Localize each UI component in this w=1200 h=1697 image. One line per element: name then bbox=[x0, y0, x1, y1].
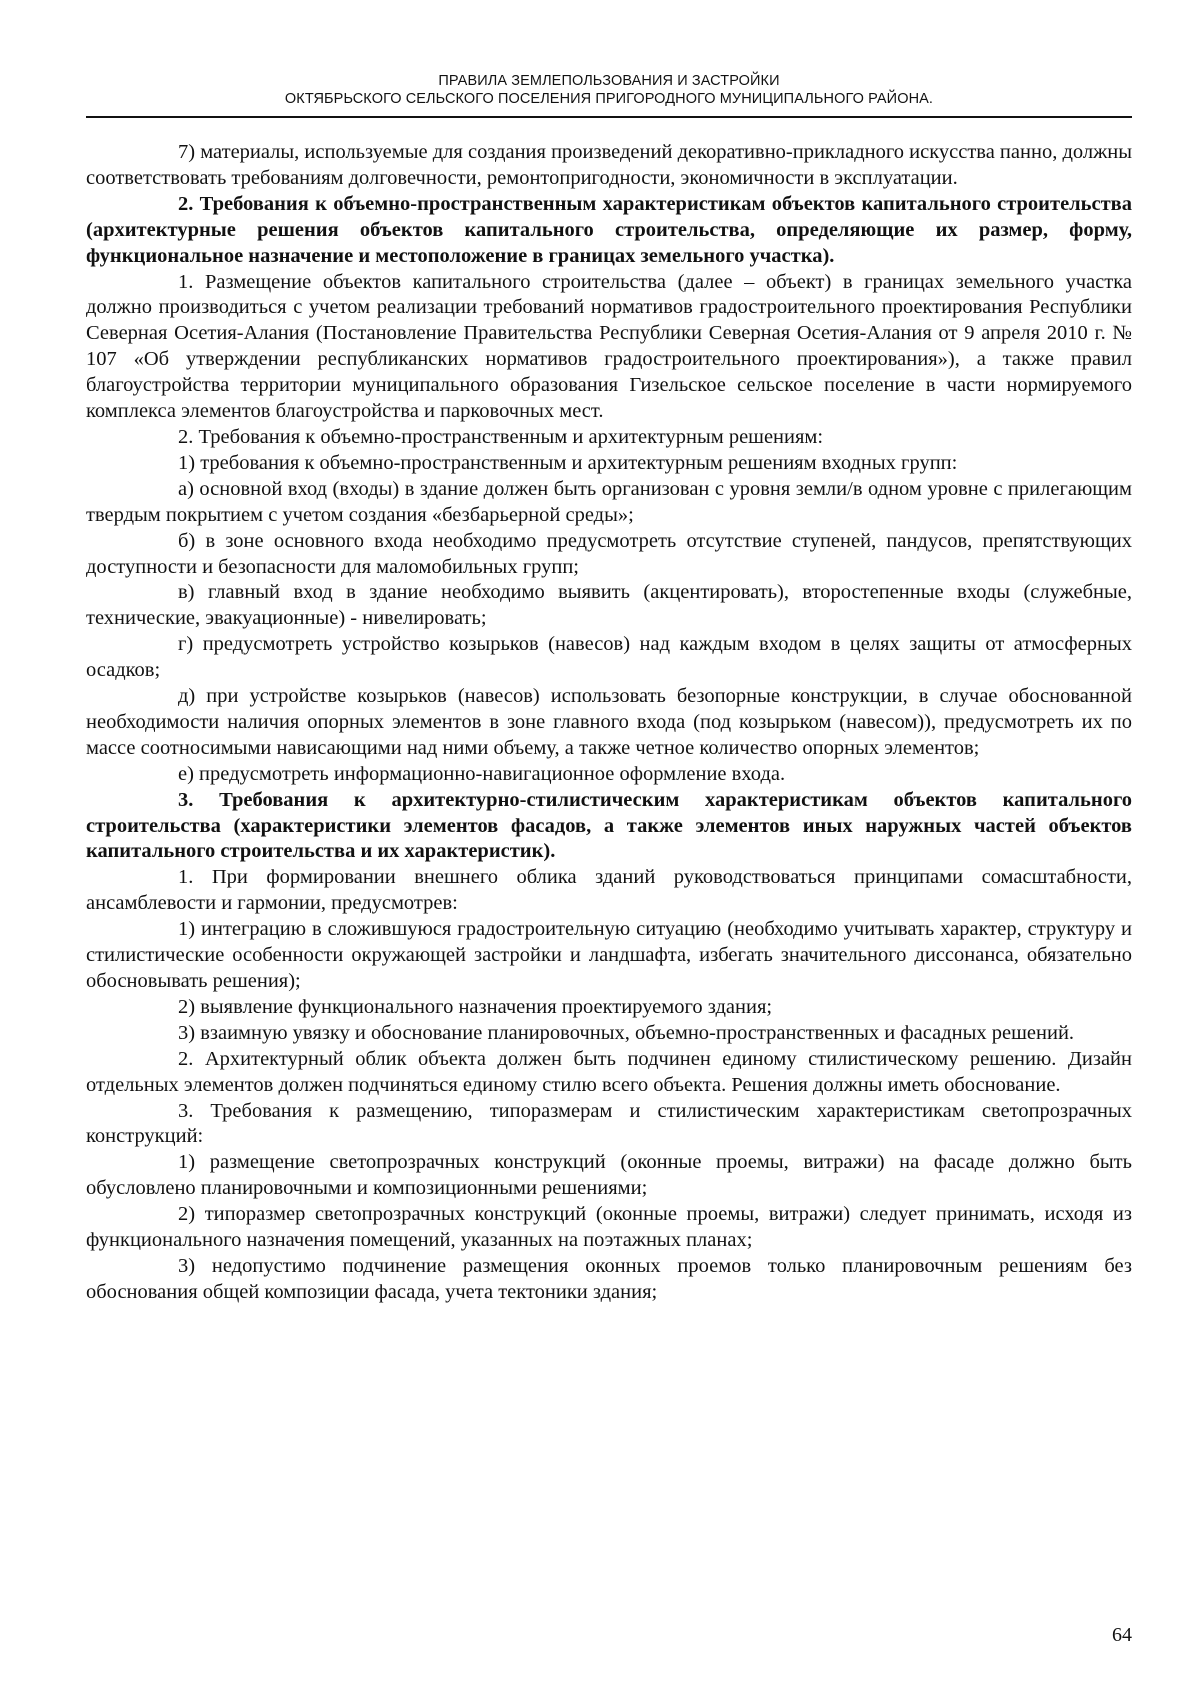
list-item: б) в зоне основного входа необходимо предусмотреть отсутствие ступеней, пандусов, препятствующих доступности и безопасности для маломобильных групп; bbox=[86, 529, 1132, 578]
list-item: г) предусмотреть устройство козырьков (навесов) над каждым входом в целях защиты от атмосферных осадков; bbox=[86, 633, 1132, 682]
page-number: 64 bbox=[1112, 1624, 1132, 1646]
list-item: д) при устройстве козырьков (навесов) использовать безопорные конструкции, в случае обоснованной необходимости наличия опорных элементов в зоне главного входа (под козырьком (навесом)), предусмотреть их по массе соотносимыми нависающими над ними объему, а также четное количество опорных элементов; bbox=[86, 685, 1132, 759]
list-item: 1) размещение светопрозрачных конструкций (оконные проемы, витражи) на фасаде должно быть обусловлено планировочными и композиционными решениями; bbox=[86, 1151, 1132, 1200]
paragraph: 1. Размещение объектов капитального строительства (далее – объект) в границах земельного участка должно производиться с учетом реализации требований нормативов градостроительного проектирования Республики Северная Осетия-Алания (Постановление Правительства Республики Северная Осетия-Алания от 9 апреля 2010 г. № 107 «Об утверждении республиканских нормативов градостроительного проектирования»), а также правил благоустройства территории муниципального образования Гизельское сельское поселение в части нормируемого комплекса элементов благоустройства и парковочных мест. bbox=[86, 270, 1132, 423]
header-line-2: ОКТЯБРЬСКОГО СЕЛЬСКОГО ПОСЕЛЕНИЯ ПРИГОРОДНОГО МУНИЦИПАЛЬНОГО РАЙОНА. bbox=[284, 91, 934, 107]
header-divider bbox=[86, 116, 1132, 118]
section-heading-2: 2. Требования к объемно-пространственным характеристикам объектов капитального строительства (архитектурные решения объектов капитального строительства, определяющие их размер, форму, функциональное назначение и местоположение в границах земельного участка). bbox=[86, 192, 1132, 267]
list-item: 2) типоразмер светопрозрачных конструкций (оконные проемы, витражи) следует принимать, исходя из функционального назначения помещений, указанных на поэтажных планах; bbox=[86, 1203, 1132, 1252]
paragraph: 2. Архитектурный облик объекта должен быть подчинен единому стилистическому решению. Дизайн отдельных элементов должен подчиняться единому стилю всего объекта. Решения должны иметь обоснование. bbox=[86, 1047, 1132, 1096]
header-line-1: ПРАВИЛА ЗЕМЛЕПОЛЬЗОВАНИЯ И ЗАСТРОЙКИ bbox=[438, 73, 780, 89]
list-item: 3) взаимную увязку и обоснование планировочных, объемно-пространственных и фасадных решений. bbox=[178, 1021, 1075, 1044]
paragraph: 1. При формировании внешнего облика зданий руководствоваться принципами сомасштабности, ансамблевости и гармонии, предусмотрев: bbox=[86, 866, 1132, 915]
section-heading-3: 3. Требования к архитектурно-стилистическим характеристикам объектов капитального строительства (характеристики элементов фасадов, а также элементов иных наружных частей объектов капитального строительства и их характеристик). bbox=[86, 788, 1132, 863]
list-item: 1) интеграцию в сложившуюся градостроительную ситуацию (необходимо учитывать характер, структуру и стилистические особенности окружающей застройки и ландшафта, избегать значительного диссонанса, обязательно обосновывать решения); bbox=[86, 918, 1132, 992]
paragraph: 2. Требования к объемно-пространственным и архитектурным решениям: bbox=[178, 425, 824, 448]
document-body bbox=[86, 140, 1132, 1306]
list-item: а) основной вход (входы) в здание должен быть организован с уровня земли/в одном уровне с прилегающим твердым покрытием с учетом создания «безбарьерной среды»; bbox=[86, 477, 1132, 526]
list-item: е) предусмотреть информационно-навигационное оформление входа. bbox=[178, 762, 786, 785]
list-item: 3) недопустимо подчинение размещения оконных проемов только планировочным решениям без обоснования общей композиции фасада, учета тектоники здания; bbox=[86, 1254, 1132, 1303]
paragraph: 7) материалы, используемые для создания произведений декоративно-прикладного искусства панно, должны соответствовать требованиям долговечности, ремонтопригодности, экономичности в эксплуатации. bbox=[86, 141, 1132, 189]
list-item: в) главный вход в здание необходимо выявить (акцентировать), второстепенные входы (служебные, технические, эвакуационные) - нивелировать; bbox=[86, 581, 1132, 630]
paragraph: 1) требования к объемно-пространственным и архитектурным решениям входных групп: bbox=[178, 451, 958, 474]
list-item: 2) выявление функционального назначения проектируемого здания; bbox=[178, 995, 773, 1018]
paragraph: 3. Требования к размещению, типоразмерам и стилистическим характеристикам светопрозрачных конструкций: bbox=[86, 1099, 1132, 1148]
running-header bbox=[86, 72, 1132, 108]
